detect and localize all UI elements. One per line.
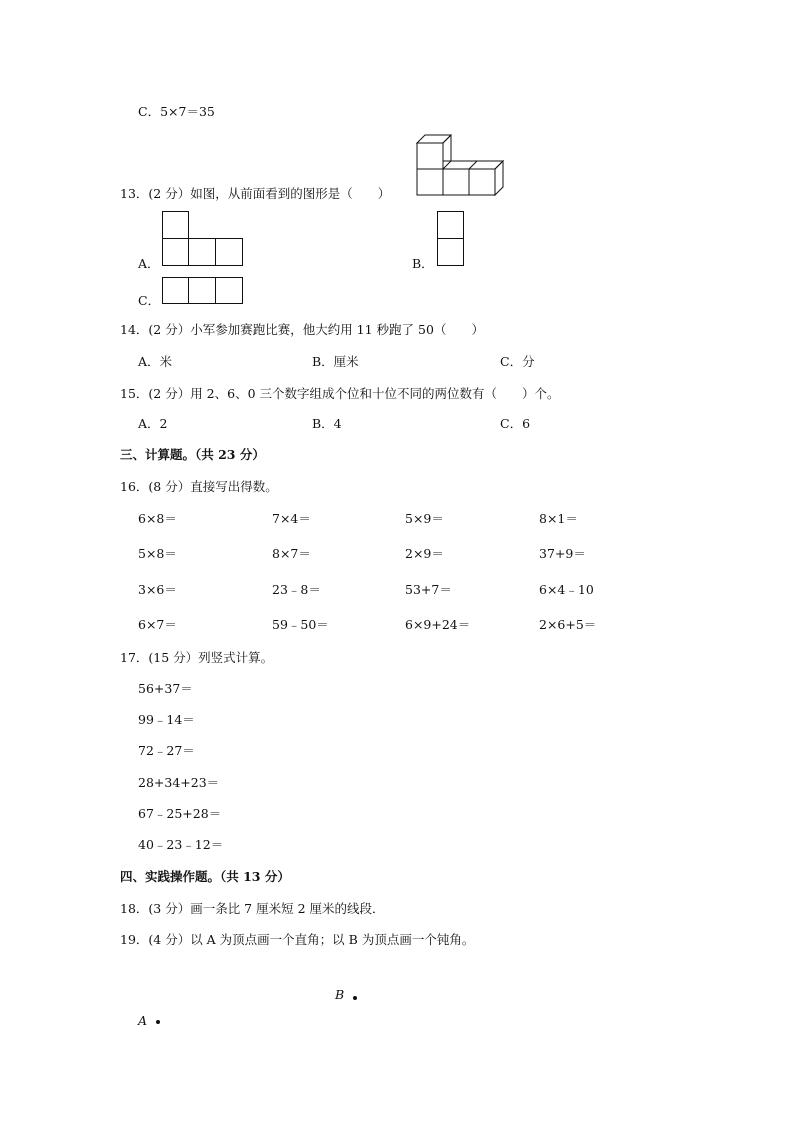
q13-option-a-label: A． [138,256,160,271]
q15-option-c: C．6 [500,416,531,431]
q13-option-b-label: B． [412,256,434,271]
q15-option-a: A．2 [138,416,168,431]
q16-item: 2×6+5＝ [539,617,597,632]
section-3-title: 三、计算题。（共 23 分） [120,447,265,462]
q14-stem: 14．(2 分）小军参加赛跑比赛，他大约用 11 秒跑了 50（ ） [120,322,484,337]
q16-item: 5×8＝ [138,546,177,561]
q16-item: 53+7＝ [405,582,452,597]
q15-option-b: B．4 [312,416,342,431]
q16-item: 2×9＝ [405,546,444,561]
q16-item: 6×7＝ [138,617,177,632]
q16-item: 8×1＝ [539,511,578,526]
q13-option-c-label: C． [138,293,161,308]
q15-stem: 15．(2 分）用 2、6、0 三个数字组成个位和十位不同的两位数有（ ）个。 [120,386,560,401]
q14-option-c: C．分 [500,354,535,369]
q14-option-b: B．厘米 [312,354,359,369]
point-b-label: B [335,987,345,1002]
q19-stem: 19．(4 分）以 A 为顶点画一个直角；以 B 为顶点画一个钝角。 [120,932,475,947]
q17-item: 56+37＝ [138,681,193,696]
q13-option-c-figure [162,277,244,305]
q17-item: 67﹣25+28＝ [138,806,222,821]
q16-item: 6×8＝ [138,511,177,526]
q17-item: 72﹣27＝ [138,743,195,758]
point-b-dot [353,996,357,1000]
q16-item: 8×7＝ [272,546,311,561]
q13-option-b-figure [437,211,465,267]
q13-cube-figure [417,135,507,197]
q17-item: 99﹣14＝ [138,712,195,727]
q16-item: 3×6＝ [138,582,177,597]
q16-item: 7×4＝ [272,511,311,526]
q16-item: 23﹣8＝ [272,582,321,597]
q13-stem: 13．(2 分）如图，从前面看到的图形是（ ） [120,186,391,201]
q17-stem: 17．(15 分）列竖式计算。 [120,650,274,665]
q16-stem: 16．(8 分）直接写出得数。 [120,479,278,494]
point-a-dot [156,1020,160,1024]
q17-item: 28+34+23＝ [138,775,220,790]
q18-stem: 18．(3 分）画一条比 7 厘米短 2 厘米的线段． [120,901,385,916]
q12-option-c: C．5×7＝35 [138,104,215,119]
q16-item: 59﹣50＝ [272,617,329,632]
q16-item: 6×4﹣10 [539,582,594,597]
q14-option-a: A．米 [138,354,173,369]
q13-option-a-figure [162,211,244,267]
q17-item: 40﹣23﹣12＝ [138,837,224,852]
q16-item: 6×9+24＝ [405,617,471,632]
point-a-label: A [138,1013,148,1028]
q16-item: 37+9＝ [539,546,586,561]
q16-item: 5×9＝ [405,511,444,526]
section-4-title: 四、实践操作题。（共 13 分） [120,869,290,884]
